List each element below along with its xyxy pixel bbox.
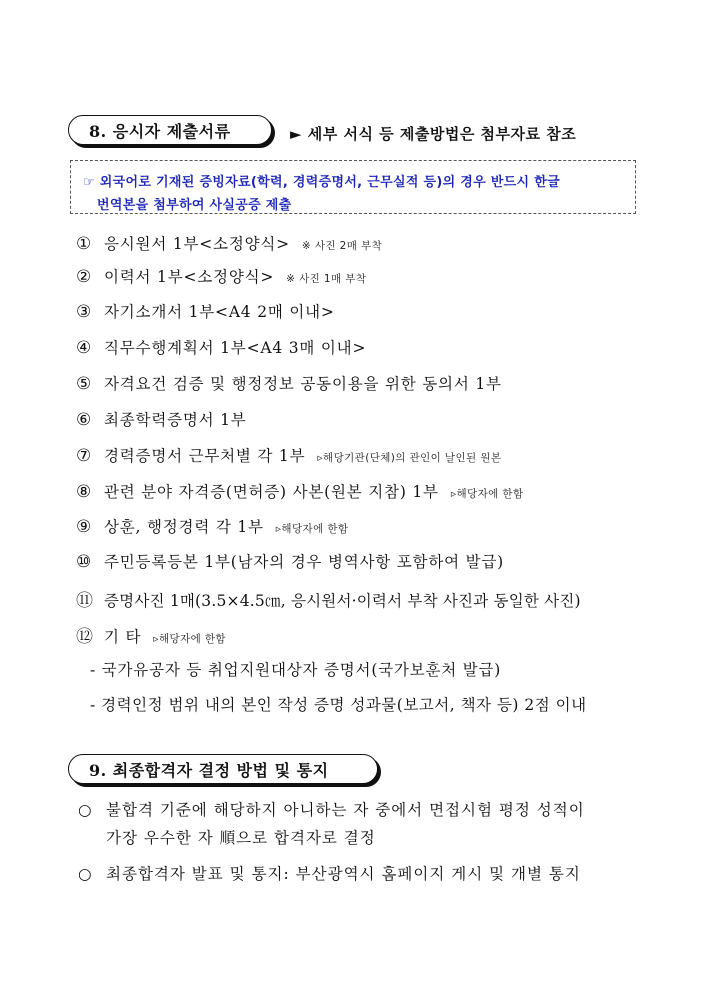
list-item — [76, 622, 226, 647]
item-text: 기 타 — [104, 628, 142, 646]
section-9-title: 9. 최종합격자 결정 방법 및 통지 — [89, 760, 329, 780]
list-item — [76, 480, 524, 502]
item-note: ▹해당기관(단체)의 관인이 날인된 원본 — [317, 452, 502, 464]
list-item — [76, 265, 366, 287]
item-text: 자기소개서 1부<A4 2매 이내> — [104, 303, 335, 321]
section-9-header — [68, 754, 378, 784]
list-item — [76, 300, 335, 322]
item-text: 관련 분야 자격증(면허증) 사본(원본 지참) 1부 — [104, 483, 439, 501]
item-text: 주민등록등본 1부(남자의 경우 병역사항 포함하여 발급) — [104, 553, 504, 571]
item-number: ⑨ — [76, 517, 92, 537]
list-item — [78, 862, 581, 884]
sub-item: - 국가유공자 등 취업지원대상자 증명서(국가보훈처 발급) — [90, 661, 502, 679]
item-number: ④ — [76, 338, 92, 358]
item-number: ① — [76, 234, 92, 254]
list-item — [76, 444, 501, 466]
item-number: ⑪ — [76, 591, 93, 611]
item-text: 자격요건 검증 및 행정정보 공동이용을 위한 동의서 1부 — [104, 375, 502, 393]
list-item — [76, 372, 502, 394]
item-number: ③ — [76, 302, 92, 322]
circle-bullet: ○ — [78, 865, 93, 883]
sub-item: - 경력인정 범위 내의 본인 작성 증명 성과물(보고서, 책자 등) 2점 이내 — [90, 696, 587, 714]
list-item — [76, 550, 504, 572]
item-note: ▹해당자에 한함 — [153, 633, 226, 645]
list-item — [78, 798, 585, 820]
item-text: 경력증명서 근무처별 각 1부 — [104, 447, 306, 465]
item-text: 최종학력증명서 1부 — [104, 411, 247, 429]
list-item — [76, 336, 366, 358]
item-text: 상훈, 행정경력 각 1부 — [104, 518, 264, 536]
list-item-continuation — [106, 826, 376, 848]
item-number: ⑤ — [76, 374, 92, 394]
item-text: 직무수행계획서 1부<A4 3매 이내> — [104, 339, 367, 357]
item-text: 가장 우수한 자 順으로 합격자로 결정 — [106, 829, 376, 847]
item-number: ⑧ — [76, 482, 92, 502]
item-note: ▹해당자에 한함 — [450, 488, 524, 500]
item-number: ② — [76, 267, 92, 287]
section-8-title: 8. 응시자 제출서류 — [89, 121, 231, 141]
item-number: ⑩ — [76, 552, 92, 572]
section-8-note: ► 세부 서식 등 제출방법은 첨부자료 참조 — [290, 125, 577, 143]
item-note: ※ 사진 2매 부착 — [301, 240, 383, 252]
section-8-header — [68, 115, 272, 145]
item-text: 증명사진 1매(3.5×4.5㎝, 응시원서·이력서 부착 사진과 동일한 사진) — [104, 592, 581, 610]
list-item — [76, 232, 382, 254]
item-note: ※ 사진 1매 부착 — [286, 273, 367, 285]
list-item — [76, 515, 348, 537]
item-text: 응시원서 1부<소정양식> — [104, 235, 290, 253]
item-text: 최종합격자 발표 및 통지: 부산광역시 홈페이지 게시 및 개별 통지 — [106, 865, 581, 883]
circle-bullet: ○ — [78, 801, 93, 819]
notice-line-2: 번역본을 첨부하여 사실공증 제출 — [97, 198, 292, 213]
item-text: 이력서 1부<소정양식> — [104, 268, 275, 286]
list-item — [76, 586, 581, 611]
list-item — [76, 408, 247, 430]
notice-line-1: ☞ 외국어로 기재된 증빙자료(학력, 경력증명서, 근무실적 등)의 경우 반드시 한글 — [83, 175, 560, 190]
item-number: ⑦ — [76, 446, 92, 466]
notice-box — [70, 160, 636, 214]
item-text: 불합격 기준에 해당하지 아니하는 자 중에서 면접시험 평정 성적이 — [106, 801, 585, 819]
item-number: ⑫ — [76, 627, 93, 647]
item-note: ▹해당자에 한함 — [275, 523, 349, 535]
item-number: ⑥ — [76, 410, 92, 430]
